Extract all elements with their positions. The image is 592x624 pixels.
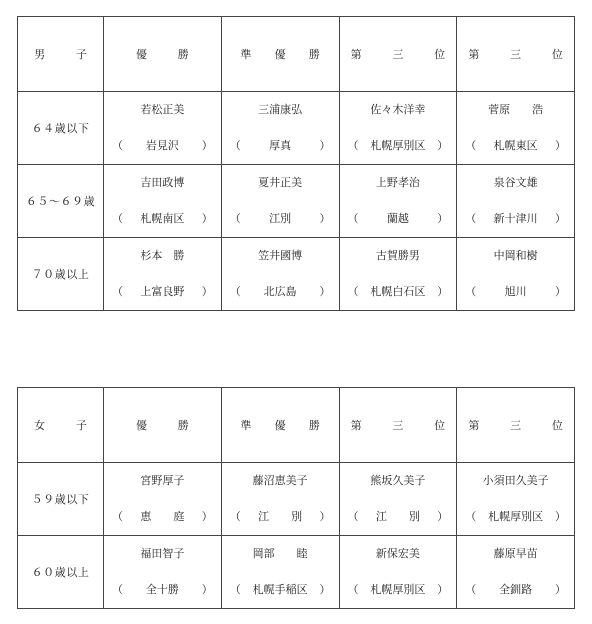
- men-results-table: [17, 16, 575, 311]
- close-paren: ）: [201, 583, 213, 596]
- open-paren: （: [347, 285, 359, 298]
- player-name: 若松正美: [140, 103, 185, 116]
- age-group-label: ６０歳以上: [18, 536, 104, 609]
- club-name: 上富良野: [140, 285, 185, 298]
- club-line: [457, 137, 574, 153]
- club-line: [104, 137, 221, 153]
- result-cell: [221, 463, 339, 536]
- open-paren: （: [347, 583, 359, 596]
- close-paren: ）: [555, 285, 566, 298]
- age-group-label: ６５～６９歳: [18, 165, 104, 238]
- result-cell-content: [104, 536, 221, 608]
- player-name: 宮野厚子: [140, 474, 185, 487]
- club-line: [457, 581, 574, 597]
- age-group-label: ５９歳以下: [18, 463, 104, 536]
- result-cell: [339, 536, 457, 609]
- club-name: 北広島: [263, 285, 297, 298]
- open-paren: （: [465, 139, 477, 152]
- men-age-row: [18, 238, 575, 311]
- club-name: 札幌厚別区: [488, 510, 544, 523]
- club-line: [222, 581, 339, 597]
- player-name: 藤原早苗: [493, 547, 538, 560]
- result-cell: [339, 92, 457, 165]
- women-place-header: [221, 388, 339, 463]
- club-name: 全十勝: [145, 583, 179, 596]
- club-name: 札幌厚別区: [370, 139, 426, 152]
- player-name: 新保宏美: [375, 547, 420, 560]
- close-paren: ）: [437, 583, 449, 596]
- open-paren: （: [465, 510, 477, 523]
- club-name: 新十津川: [493, 212, 538, 225]
- header-label: 優 勝: [135, 419, 199, 432]
- open-paren: （: [229, 212, 241, 225]
- result-cell: [457, 463, 575, 536]
- close-paren: ）: [201, 212, 213, 225]
- club-line: [340, 508, 457, 524]
- club-line: [222, 137, 339, 153]
- result-cell: [221, 92, 339, 165]
- close-paren: ）: [437, 510, 449, 523]
- club-name: 江別: [269, 212, 292, 225]
- women-place-header: [104, 388, 222, 463]
- club-line: [340, 137, 457, 153]
- close-paren: ）: [319, 212, 331, 225]
- result-cell: [339, 238, 457, 311]
- club-line: [104, 581, 221, 597]
- player-name: 上野孝治: [375, 176, 420, 189]
- club-name: 岩見沢: [145, 139, 179, 152]
- player-name: 杉本 勝: [140, 249, 185, 262]
- result-cell: [457, 165, 575, 238]
- age-group-label: ６４歳以下: [18, 92, 104, 165]
- player-name: 吉田政博: [140, 176, 185, 189]
- close-paren: ）: [201, 510, 213, 523]
- women-header-row: [18, 388, 575, 463]
- club-name: 札幌手稲区: [252, 583, 308, 596]
- header-label: 準 優 勝: [240, 48, 330, 61]
- result-cell: [221, 165, 339, 238]
- player-name: 菅原 浩: [488, 103, 544, 116]
- club-name: 蘭越: [386, 212, 409, 225]
- player-name: 三浦康弘: [258, 103, 303, 116]
- player-name: 笠井國博: [258, 249, 303, 262]
- close-paren: ）: [319, 510, 331, 523]
- women-age-row: [18, 463, 575, 536]
- result-cell-content: [340, 536, 457, 608]
- close-paren: ）: [319, 583, 331, 596]
- club-name: 江 別: [375, 510, 420, 523]
- club-line: [457, 210, 574, 226]
- result-cell: [221, 536, 339, 609]
- club-name: 札幌厚別区: [370, 583, 426, 596]
- result-cell: [221, 238, 339, 311]
- club-line: [457, 283, 574, 299]
- open-paren: （: [229, 139, 241, 152]
- result-cell: [104, 165, 222, 238]
- club-line: [340, 283, 457, 299]
- men-place-header: [221, 17, 339, 92]
- close-paren: ）: [201, 139, 213, 152]
- open-paren: （: [229, 285, 241, 298]
- close-paren: ）: [201, 285, 213, 298]
- header-label: 第 三 位: [468, 419, 573, 432]
- result-cell-content: [340, 238, 457, 310]
- club-line: [222, 508, 339, 524]
- header-label: 女 子: [34, 419, 97, 432]
- header-label: 第 三 位: [468, 48, 573, 61]
- club-line: [340, 210, 457, 226]
- close-paren: ）: [437, 139, 449, 152]
- open-paren: （: [465, 583, 477, 596]
- women-place-header: [339, 388, 457, 463]
- result-cell: [104, 463, 222, 536]
- club-name: 全釧路: [499, 583, 533, 596]
- header-label: 第 三 位: [350, 419, 456, 432]
- player-name: 中岡和樹: [493, 249, 538, 262]
- open-paren: （: [112, 285, 123, 298]
- close-paren: ）: [555, 510, 566, 523]
- close-paren: ）: [555, 583, 566, 596]
- result-cell-content: [222, 92, 339, 164]
- age-group-label: ７０歳以上: [18, 238, 104, 311]
- result-cell-content: [104, 238, 221, 310]
- result-cell-content: [222, 536, 339, 608]
- result-cell-content: [457, 92, 574, 164]
- club-name: 江 別: [258, 510, 303, 523]
- result-cell-content: [104, 165, 221, 237]
- women-age-row: [18, 536, 575, 609]
- men-place-header: [339, 17, 457, 92]
- result-cell-content: [457, 238, 574, 310]
- result-cell-content: [457, 463, 574, 535]
- open-paren: （: [347, 139, 359, 152]
- player-name: 小須田久美子: [482, 474, 549, 487]
- header-label: 男 子: [34, 48, 97, 61]
- player-name: 岡部 睦: [252, 547, 308, 560]
- result-cell: [104, 536, 222, 609]
- close-paren: ）: [437, 212, 449, 225]
- open-paren: （: [112, 212, 123, 225]
- men-header-row: [18, 17, 575, 92]
- club-line: [340, 581, 457, 597]
- result-cell: [104, 92, 222, 165]
- result-cell: [104, 238, 222, 311]
- open-paren: （: [347, 510, 359, 523]
- men-age-row: [18, 165, 575, 238]
- result-cell-content: [340, 463, 457, 535]
- club-name: 札幌白石区: [370, 285, 426, 298]
- result-cell: [339, 463, 457, 536]
- club-name: 旭川: [504, 285, 527, 298]
- header-label: 第 三 位: [350, 48, 456, 61]
- player-name: 佐々木洋幸: [370, 103, 426, 116]
- close-paren: ）: [555, 139, 566, 152]
- header-label: 準 優 勝: [240, 419, 330, 432]
- result-cell-content: [104, 463, 221, 535]
- women-results-table: [17, 387, 575, 609]
- result-cell-content: [104, 92, 221, 164]
- open-paren: （: [465, 212, 477, 225]
- player-name: 夏井正美: [258, 176, 303, 189]
- close-paren: ）: [319, 139, 331, 152]
- player-name: 古賀勝男: [375, 249, 420, 262]
- club-line: [104, 210, 221, 226]
- result-cell-content: [457, 536, 574, 608]
- close-paren: ）: [437, 285, 449, 298]
- men-section-label: [18, 17, 104, 92]
- close-paren: ）: [319, 285, 331, 298]
- men-age-row: [18, 92, 575, 165]
- result-cell-content: [457, 165, 574, 237]
- result-cell-content: [222, 165, 339, 237]
- club-line: [104, 508, 221, 524]
- women-place-header: [457, 388, 575, 463]
- open-paren: （: [112, 139, 123, 152]
- club-name: 札幌南区: [140, 212, 185, 225]
- women-section-label: [18, 388, 104, 463]
- player-name: 熊坂久美子: [370, 474, 426, 487]
- club-line: [222, 210, 339, 226]
- men-place-header: [457, 17, 575, 92]
- result-cell: [457, 536, 575, 609]
- result-cell-content: [340, 165, 457, 237]
- open-paren: （: [229, 583, 241, 596]
- header-label: 優 勝: [135, 48, 199, 61]
- result-cell-content: [222, 238, 339, 310]
- club-name: 恵 庭: [140, 510, 185, 523]
- close-paren: ）: [555, 212, 566, 225]
- result-cell: [457, 92, 575, 165]
- result-cell-content: [340, 92, 457, 164]
- open-paren: （: [347, 212, 359, 225]
- men-place-header: [104, 17, 222, 92]
- open-paren: （: [465, 285, 477, 298]
- open-paren: （: [229, 510, 241, 523]
- result-cell: [457, 238, 575, 311]
- result-cell-content: [222, 463, 339, 535]
- player-name: 福田智子: [140, 547, 185, 560]
- open-paren: （: [112, 583, 123, 596]
- player-name: 泉谷文雄: [493, 176, 538, 189]
- club-line: [457, 508, 574, 524]
- open-paren: （: [112, 510, 123, 523]
- player-name: 藤沼恵美子: [252, 474, 308, 487]
- club-name: 厚真: [269, 139, 292, 152]
- club-line: [104, 283, 221, 299]
- result-cell: [339, 165, 457, 238]
- club-line: [222, 283, 339, 299]
- club-name: 札幌東区: [493, 139, 538, 152]
